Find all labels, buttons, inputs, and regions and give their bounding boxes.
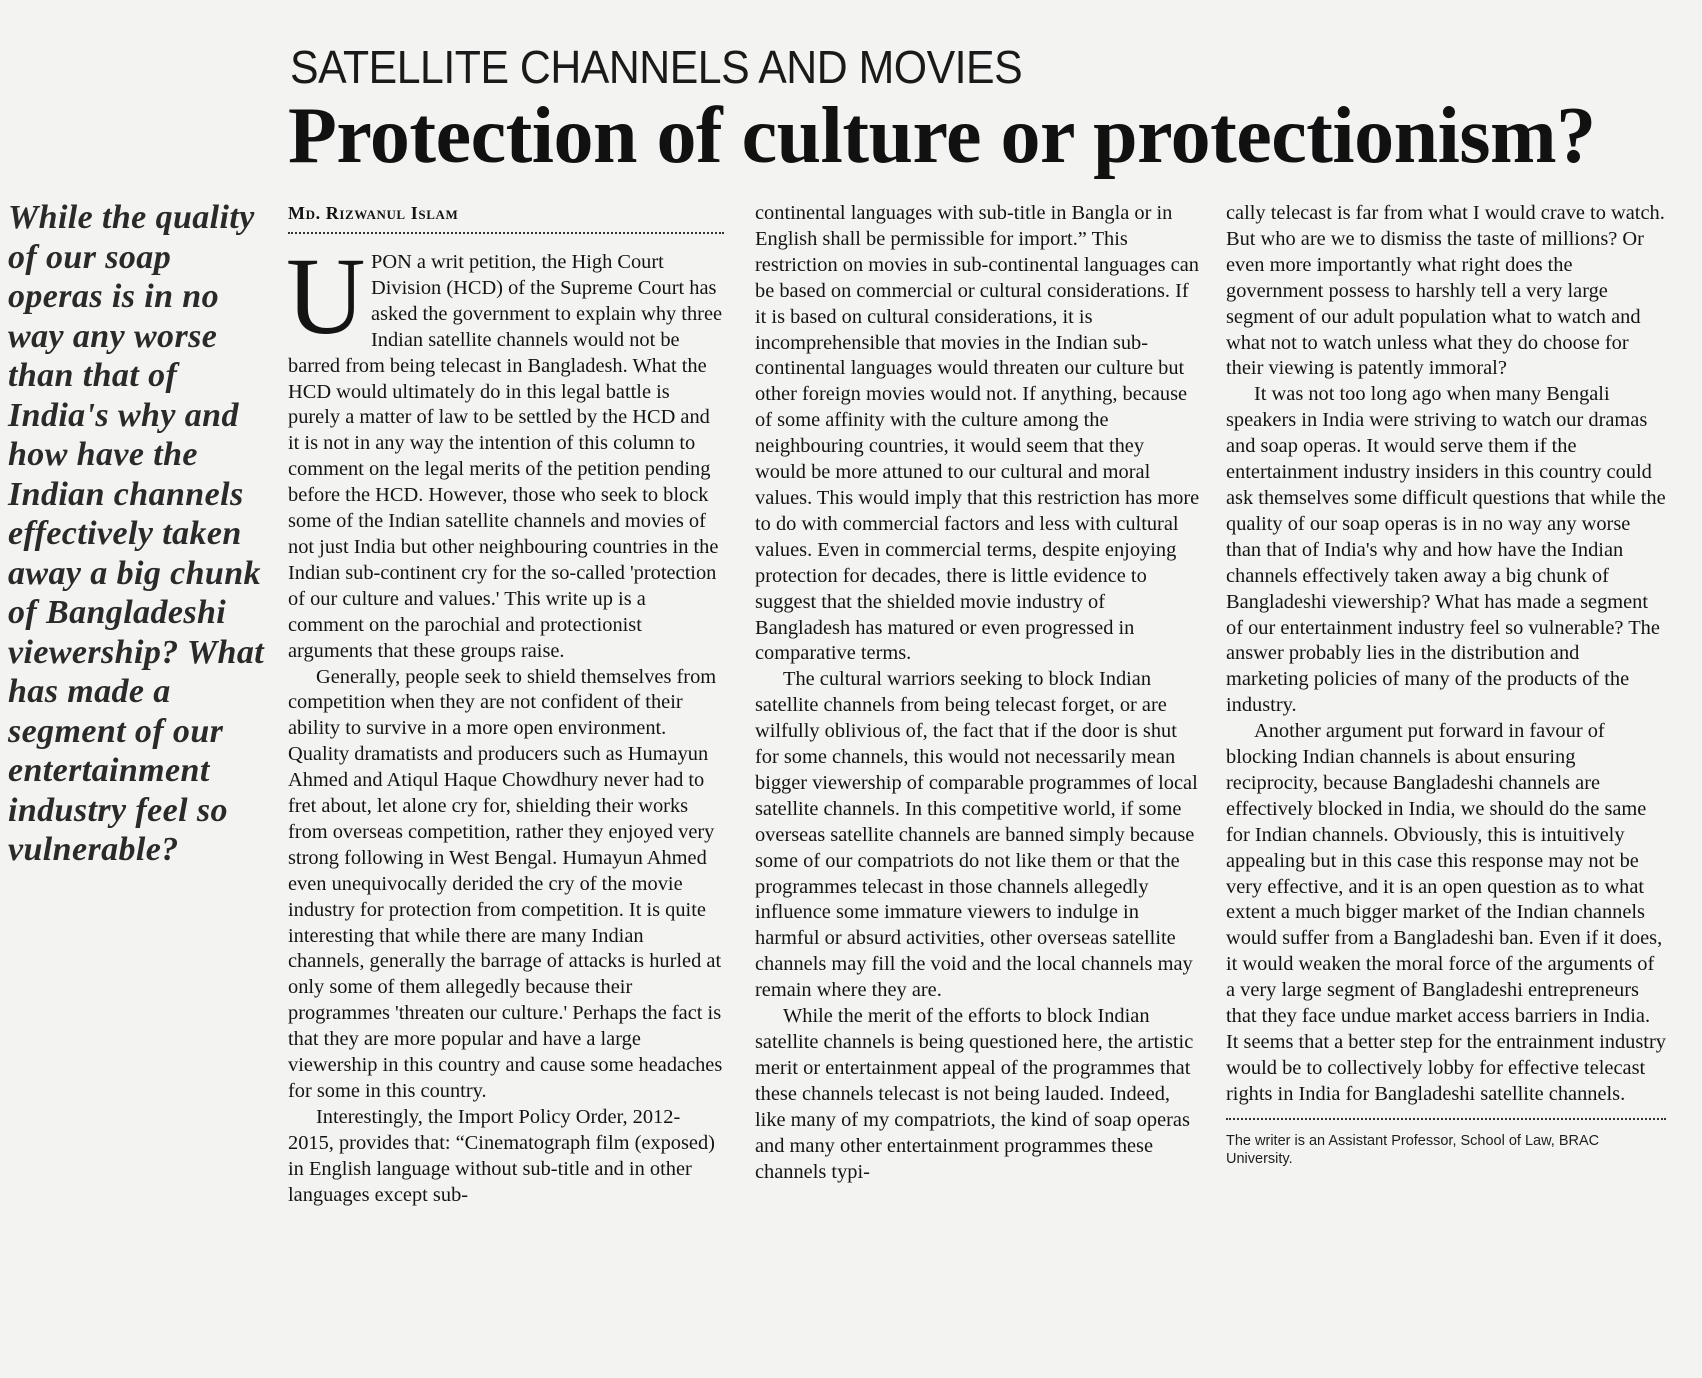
footnote-divider [1226,1118,1666,1120]
paragraph: continental languages with sub-title in Bangla or in English shall be permissible for import.” This restriction on movies in sub-continental languages can be based on commercial or cultural considerations. If it is based on cultural considerations, it is incomprehensible that movies in the Indian sub-continental languages would threaten our culture but other foreign movies would not. If anything, because of some affinity with the culture among the neighbouring countries, it would seem that they would be more attuned to our cultural and moral values. This would imply that this restriction has more to do with commercial factors and less with cultural values. Even in commercial terms, despite enjoying protection for decades, there is little evidence to suggest that the shielded movie industry of Bangladesh has matured or even progressed in comparative terms. [755,202,1200,665]
drop-cap: U [286,235,366,357]
paragraph: The cultural warriors seeking to block Indian satellite channels from being telecast forget, or are wilfully oblivious of, the fact that if the door is shut for some channels, this would not necessarily mean bigger viewership of comparable programmes of local satellite channels. In this competitive world, if some overseas satellite channels are banned simply because some of our compatriots do not like them or that the programmes telecast in those channels allegedly influence some immature viewers to indulge in harmful or absurd activities, other overseas satellite channels may fill the void and the local channels may remain where they are. [755,668,1198,1002]
byline: Md. Rizwanul Islam [288,203,459,223]
byline-divider [288,232,724,234]
article-kicker: SATELLITE CHANNELS AND MOVIES [290,41,1023,93]
article-column-1 [288,200,724,1209]
lead-text: PON a writ petition, the High Court Division (HCD) of the Supreme Court has asked the government to explain why three Indian satellite channels would not be barred from being telecast in Bangladesh. What the HCD would ultimately do in this legal battle is purely a matter of law to be settled by the HCD and it is not in any way the intention of this column to comment on the legal merits of the petition pending before the HCD. However, those who seek to block some of the Indian satellite channels and movies of not just India but other neighbouring countries in the Indian sub-continent cry for the so-called 'protection of our culture and values.' This write up is a comment on the parochial and protectionist arguments that these groups raise. [288,251,723,662]
lead-paragraph [286,235,724,665]
paragraph: cally telecast is far from what I would crave to watch. But who are we to dismiss the taste of millions? Or even more importantly what right does the government possess to harshly tell a very large segment of our adult population what to watch and what not to watch unless what they do choose for their viewing is patently immoral? [1226,202,1665,380]
paragraph: Another argument put forward in favour of blocking Indian channels is about ensuring reciprocity, because Bangladeshi channels are effectively blocked in India, we should do the same for Indian channels. Obviously, this is intuitively appealing but in this case this response may not be very effective, and it is an open question as to what extent a much bigger market of the Indian channels would suffer from a Bangladeshi ban. Even if it does, it would weaken the moral force of the arguments of a very large segment of Bangladeshi entrepreneurs that they face undue market access barriers in India. It seems that a better step for the entrainment industry would be to collectively lobby for effective telecast rights in India for Bangladeshi satellite channels. [1226,720,1666,1105]
article-headline: Protection of culture or protectionism? [288,92,1596,180]
paragraph: It was not too long ago when many Bengali speakers in India were striving to watch our dramas and soap operas. It would serve them if the entertainment industry insiders in this country could ask themselves some difficult questions that while the quality of our soap operas is in no way any worse than that of India's why and how have the Indian channels effectively taken away a big chunk of Bangladeshi viewership? What has made a segment of our entertainment industry feel so vulnerable? The answer probably lies in the distribution and marketing policies of many of the products of the industry. [1226,383,1666,717]
article-column-3 [1226,201,1666,1168]
article-column-2 [755,201,1200,1185]
pull-quote: While the quality of our soap operas is in no way any worse than that of India's why and how have the Indian channels effectively taken away a big chunk of Bangladeshi viewership? What has made a segment of our entertainment industry feel so vulnerable? [8,199,265,868]
paragraph: Interestingly, the Import Policy Order, 2012-2015, provides that: “Cinematograph film (exposed) in English language without sub-title and in other languages except sub- [288,1105,715,1206]
author-footnote: The writer is an Assistant Professor, School of Law, BRAC University. [1226,1132,1600,1167]
paragraph: Generally, people seek to shield themselves from competition when they are not confident of their ability to survive in a more open environment. Quality dramatists and producers such as Humayun Ahmed and Atiqul Haque Chowdhury never had to fret about, let alone cry for, shielding their works from overseas competition, rather they enjoyed very strong following in West Bengal. Humayun Ahmed even unequivocally derided the cry of the movie industry for protection from competition. It is quite interesting that while there are many Indian channels, generally the barrage of attacks is hurled at only some of them allegedly because their programmes 'threaten our culture.' Perhaps the fact is that they are more popular and have a large viewership in this country and cause some headaches for some in this country. [288,665,723,1102]
paragraph: While the merit of the efforts to block Indian satellite channels is being questioned here, the artistic merit or entertainment appeal of the programmes that these channels telecast is not being lauded. Indeed, like many of my compatriots, the kind of soap operas and many other entertainment programmes these channels typi- [755,1005,1194,1183]
